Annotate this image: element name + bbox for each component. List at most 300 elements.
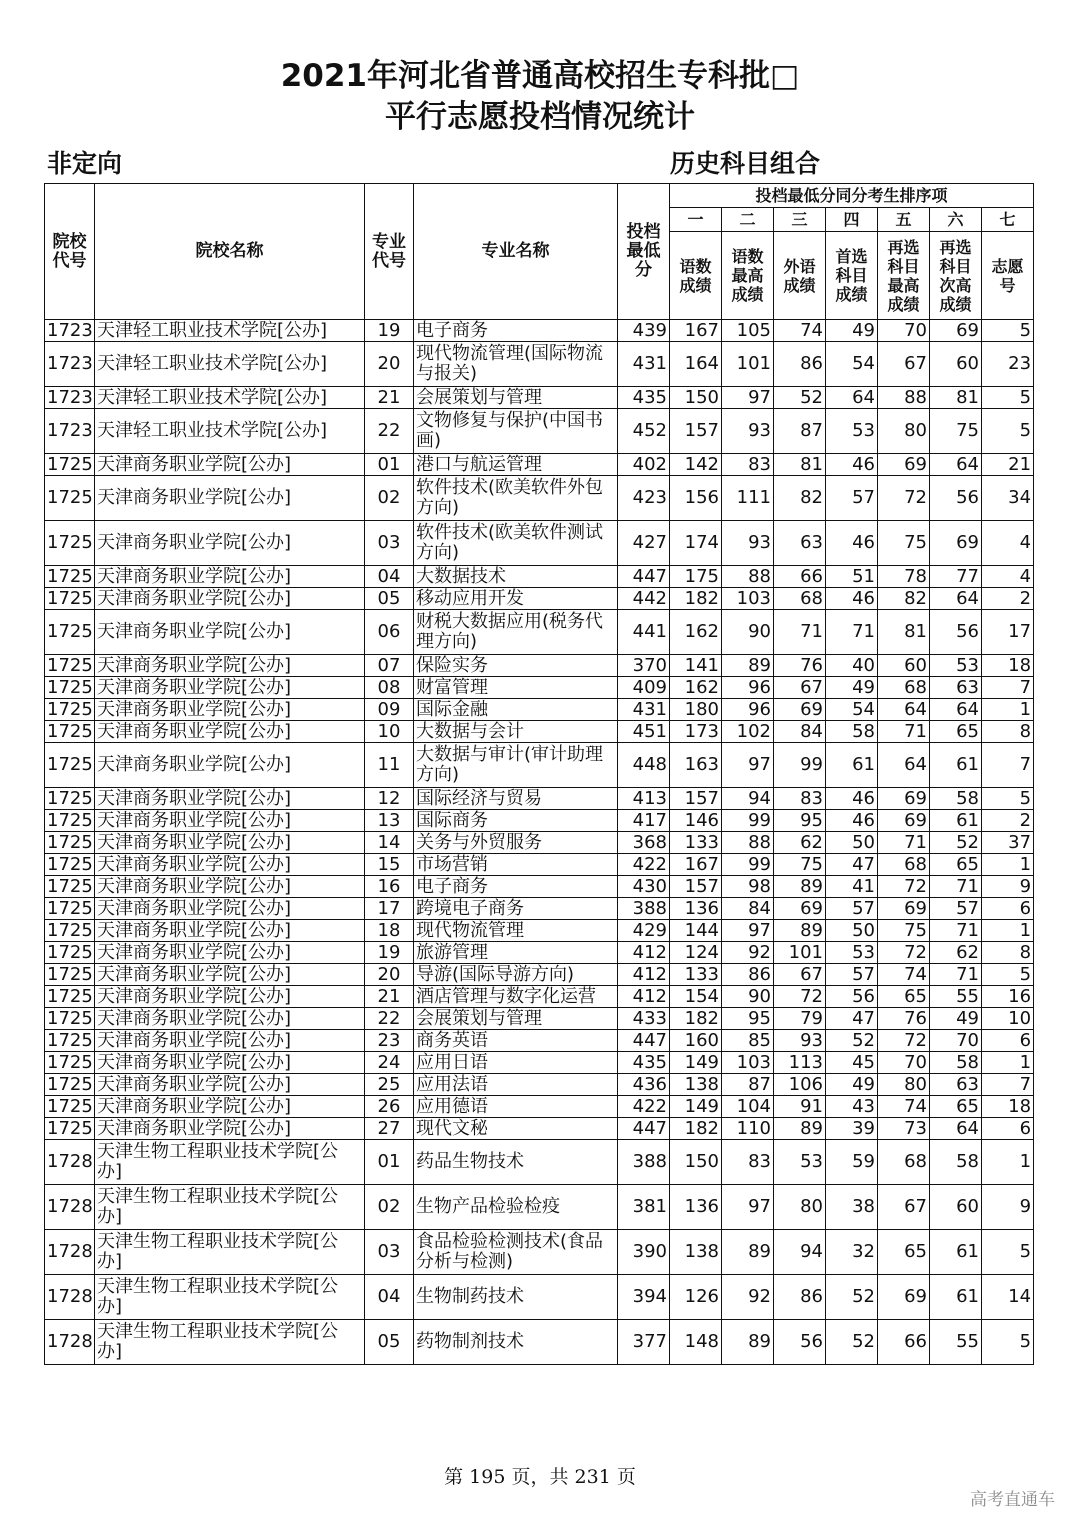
- major-code-cell: 10: [365, 721, 414, 743]
- rank6-cell: 65: [930, 721, 982, 743]
- major-code-cell: 21: [365, 986, 414, 1008]
- major-code-cell: 26: [365, 1096, 414, 1118]
- header-rank-item: 志愿号: [982, 232, 1034, 320]
- min-score-cell: 388: [618, 898, 670, 920]
- rank4-cell: 43: [826, 1096, 878, 1118]
- rank7-cell: 8: [982, 942, 1034, 964]
- major-name-cell: 国际金融: [414, 699, 618, 721]
- rank7-cell: 14: [982, 1275, 1034, 1320]
- school-name-cell: 天津商务职业学院[公办]: [95, 854, 365, 876]
- rank1-cell: 148: [670, 1320, 722, 1365]
- rank7-cell: 5: [982, 320, 1034, 342]
- rank4-cell: 50: [826, 920, 878, 942]
- rank6-cell: 70: [930, 1030, 982, 1052]
- table-row: [45, 387, 1034, 409]
- rank2-cell: 92: [722, 1275, 774, 1320]
- school-name-cell: 天津商务职业学院[公办]: [95, 743, 365, 788]
- rank4-cell: 47: [826, 1008, 878, 1030]
- school-name-cell: 天津生物工程职业技术学院[公办]: [95, 1320, 365, 1365]
- major-name-cell: 生物制药技术: [414, 1275, 618, 1320]
- rank4-cell: 47: [826, 854, 878, 876]
- school-code-cell: 1725: [45, 1074, 95, 1096]
- rank1-cell: 174: [670, 521, 722, 566]
- rank7-cell: 34: [982, 476, 1034, 521]
- rank2-cell: 87: [722, 1074, 774, 1096]
- rank7-cell: 23: [982, 342, 1034, 387]
- rank1-cell: 136: [670, 898, 722, 920]
- rank7-cell: 21: [982, 454, 1034, 476]
- rank6-cell: 56: [930, 476, 982, 521]
- school-name-cell: 天津轻工职业技术学院[公办]: [95, 387, 365, 409]
- major-code-cell: 25: [365, 1074, 414, 1096]
- page-title-line2: 平行志愿投档情况统计: [385, 99, 695, 135]
- major-code-cell: 23: [365, 1030, 414, 1052]
- rank3-cell: 52: [774, 387, 826, 409]
- header-rank-number: 一: [670, 208, 722, 232]
- school-code-cell: 1725: [45, 566, 95, 588]
- rank5-cell: 88: [878, 387, 930, 409]
- rank7-cell: 6: [982, 1030, 1034, 1052]
- header-rank-number: 七: [982, 208, 1034, 232]
- rank3-cell: 69: [774, 898, 826, 920]
- table-row: [45, 1096, 1034, 1118]
- rank2-cell: 110: [722, 1118, 774, 1140]
- school-name-cell: 天津商务职业学院[公办]: [95, 610, 365, 655]
- rank2-cell: 111: [722, 476, 774, 521]
- rank2-cell: 99: [722, 854, 774, 876]
- rank5-cell: 64: [878, 743, 930, 788]
- major-name-cell: 跨境电子商务: [414, 898, 618, 920]
- min-score-cell: 427: [618, 521, 670, 566]
- rank5-cell: 75: [878, 521, 930, 566]
- school-code-cell: 1725: [45, 964, 95, 986]
- table-row: [45, 1185, 1034, 1230]
- rank6-cell: 64: [930, 454, 982, 476]
- major-code-cell: 21: [365, 387, 414, 409]
- school-code-cell: 1725: [45, 743, 95, 788]
- school-code-cell: 1725: [45, 476, 95, 521]
- rank4-cell: 49: [826, 320, 878, 342]
- major-code-cell: 20: [365, 342, 414, 387]
- table-row: [45, 942, 1034, 964]
- rank4-cell: 54: [826, 342, 878, 387]
- rank6-cell: 81: [930, 387, 982, 409]
- rank3-cell: 99: [774, 743, 826, 788]
- rank4-cell: 64: [826, 387, 878, 409]
- rank5-cell: 69: [878, 898, 930, 920]
- major-name-cell: 应用法语: [414, 1074, 618, 1096]
- rank5-cell: 76: [878, 1008, 930, 1030]
- table-row: [45, 876, 1034, 898]
- rank4-cell: 57: [826, 964, 878, 986]
- school-name-cell: 天津商务职业学院[公办]: [95, 1008, 365, 1030]
- table-row: [45, 964, 1034, 986]
- school-code-cell: 1725: [45, 876, 95, 898]
- rank4-cell: 46: [826, 521, 878, 566]
- major-name-cell: 国际经济与贸易: [414, 788, 618, 810]
- rank1-cell: 162: [670, 677, 722, 699]
- table-row: [45, 832, 1034, 854]
- rank2-cell: 98: [722, 876, 774, 898]
- school-code-cell: 1725: [45, 898, 95, 920]
- table-row: [45, 1320, 1034, 1365]
- school-name-cell: 天津商务职业学院[公办]: [95, 1096, 365, 1118]
- rank7-cell: 5: [982, 788, 1034, 810]
- header-rank-number: 四: [826, 208, 878, 232]
- rank2-cell: 101: [722, 342, 774, 387]
- major-code-cell: 05: [365, 588, 414, 610]
- header-rank-item: 首选科目成绩: [826, 232, 878, 320]
- min-score-cell: 409: [618, 677, 670, 699]
- major-name-cell: 会展策划与管理: [414, 387, 618, 409]
- school-code-cell: 1723: [45, 409, 95, 454]
- school-code-cell: 1725: [45, 810, 95, 832]
- rank3-cell: 63: [774, 521, 826, 566]
- rank7-cell: 7: [982, 1074, 1034, 1096]
- rank2-cell: 93: [722, 409, 774, 454]
- rank7-cell: 9: [982, 876, 1034, 898]
- min-score-cell: 452: [618, 409, 670, 454]
- table-row: [45, 810, 1034, 832]
- rank3-cell: 53: [774, 1140, 826, 1185]
- rank2-cell: 90: [722, 986, 774, 1008]
- rank7-cell: 1: [982, 699, 1034, 721]
- rank7-cell: 7: [982, 743, 1034, 788]
- rank2-cell: 97: [722, 920, 774, 942]
- rank3-cell: 72: [774, 986, 826, 1008]
- major-code-cell: 06: [365, 610, 414, 655]
- school-name-cell: 天津商务职业学院[公办]: [95, 721, 365, 743]
- rank5-cell: 69: [878, 1275, 930, 1320]
- min-score-cell: 368: [618, 832, 670, 854]
- table-row: [45, 566, 1034, 588]
- rank6-cell: 55: [930, 1320, 982, 1365]
- rank2-cell: 89: [722, 1230, 774, 1275]
- rank4-cell: 61: [826, 743, 878, 788]
- min-score-cell: 442: [618, 588, 670, 610]
- rank2-cell: 93: [722, 521, 774, 566]
- rank2-cell: 96: [722, 677, 774, 699]
- header-major-code: 专业代号: [365, 184, 414, 320]
- rank5-cell: 65: [878, 1230, 930, 1275]
- rank1-cell: 144: [670, 920, 722, 942]
- school-name-cell: 天津商务职业学院[公办]: [95, 964, 365, 986]
- major-code-cell: 03: [365, 521, 414, 566]
- table-row: [45, 1275, 1034, 1320]
- rank6-cell: 58: [930, 1140, 982, 1185]
- watermark: 高考直通车: [970, 1490, 1055, 1510]
- header-rank-number: 三: [774, 208, 826, 232]
- school-code-cell: 1725: [45, 1118, 95, 1140]
- rank6-cell: 49: [930, 1008, 982, 1030]
- school-code-cell: 1728: [45, 1140, 95, 1185]
- table-row: [45, 610, 1034, 655]
- rank1-cell: 156: [670, 476, 722, 521]
- rank6-cell: 65: [930, 854, 982, 876]
- major-code-cell: 04: [365, 566, 414, 588]
- rank2-cell: 95: [722, 1008, 774, 1030]
- min-score-cell: 448: [618, 743, 670, 788]
- rank1-cell: 182: [670, 1118, 722, 1140]
- table-row: [45, 743, 1034, 788]
- rank5-cell: 65: [878, 986, 930, 1008]
- major-name-cell: 现代文秘: [414, 1118, 618, 1140]
- rank2-cell: 89: [722, 1320, 774, 1365]
- table-row: [45, 342, 1034, 387]
- rank1-cell: 149: [670, 1052, 722, 1074]
- major-code-cell: 01: [365, 454, 414, 476]
- min-score-cell: 394: [618, 1275, 670, 1320]
- school-name-cell: 天津商务职业学院[公办]: [95, 588, 365, 610]
- min-score-cell: 429: [618, 920, 670, 942]
- subtitle-plan-type: 非定向: [47, 149, 123, 178]
- table-row: [45, 1140, 1034, 1185]
- table-row: [45, 1074, 1034, 1096]
- major-code-cell: 12: [365, 788, 414, 810]
- rank2-cell: 84: [722, 898, 774, 920]
- rank1-cell: 124: [670, 942, 722, 964]
- school-name-cell: 天津商务职业学院[公办]: [95, 521, 365, 566]
- rank4-cell: 71: [826, 610, 878, 655]
- school-name-cell: 天津生物工程职业技术学院[公办]: [95, 1275, 365, 1320]
- rank3-cell: 89: [774, 876, 826, 898]
- rank2-cell: 85: [722, 1030, 774, 1052]
- rank2-cell: 90: [722, 610, 774, 655]
- rank4-cell: 53: [826, 409, 878, 454]
- major-name-cell: 酒店管理与数字化运营: [414, 986, 618, 1008]
- min-score-cell: 388: [618, 1140, 670, 1185]
- school-name-cell: 天津商务职业学院[公办]: [95, 788, 365, 810]
- rank7-cell: 4: [982, 521, 1034, 566]
- rank5-cell: 72: [878, 876, 930, 898]
- major-name-cell: 现代物流管理: [414, 920, 618, 942]
- subtitle-subject-group: 历史科目组合: [670, 149, 821, 178]
- rank3-cell: 74: [774, 320, 826, 342]
- school-name-cell: 天津商务职业学院[公办]: [95, 677, 365, 699]
- major-name-cell: 药品生物技术: [414, 1140, 618, 1185]
- rank7-cell: 4: [982, 566, 1034, 588]
- rank2-cell: 83: [722, 1140, 774, 1185]
- rank3-cell: 68: [774, 588, 826, 610]
- table-row: [45, 677, 1034, 699]
- table-row: [45, 320, 1034, 342]
- rank3-cell: 79: [774, 1008, 826, 1030]
- school-code-cell: 1725: [45, 610, 95, 655]
- rank3-cell: 80: [774, 1185, 826, 1230]
- rank7-cell: 17: [982, 610, 1034, 655]
- school-code-cell: 1725: [45, 699, 95, 721]
- school-name-cell: 天津生物工程职业技术学院[公办]: [95, 1140, 365, 1185]
- rank1-cell: 180: [670, 699, 722, 721]
- rank1-cell: 167: [670, 854, 722, 876]
- rank3-cell: 76: [774, 655, 826, 677]
- rank6-cell: 69: [930, 320, 982, 342]
- rank7-cell: 2: [982, 810, 1034, 832]
- rank1-cell: 138: [670, 1230, 722, 1275]
- rank5-cell: 71: [878, 721, 930, 743]
- school-code-cell: 1725: [45, 1052, 95, 1074]
- major-code-cell: 13: [365, 810, 414, 832]
- min-score-cell: 447: [618, 1118, 670, 1140]
- school-code-cell: 1725: [45, 854, 95, 876]
- rank5-cell: 69: [878, 788, 930, 810]
- major-code-cell: 02: [365, 476, 414, 521]
- header-school-name: 院校名称: [95, 184, 365, 320]
- rank5-cell: 66: [878, 1320, 930, 1365]
- rank2-cell: 96: [722, 699, 774, 721]
- major-name-cell: 关务与外贸服务: [414, 832, 618, 854]
- rank6-cell: 71: [930, 964, 982, 986]
- rank6-cell: 53: [930, 655, 982, 677]
- major-name-cell: 应用日语: [414, 1052, 618, 1074]
- rank5-cell: 74: [878, 1096, 930, 1118]
- rank1-cell: 157: [670, 876, 722, 898]
- rank7-cell: 5: [982, 409, 1034, 454]
- rank6-cell: 64: [930, 1118, 982, 1140]
- rank7-cell: 6: [982, 1118, 1034, 1140]
- major-name-cell: 国际商务: [414, 810, 618, 832]
- rank3-cell: 106: [774, 1074, 826, 1096]
- rank1-cell: 142: [670, 454, 722, 476]
- major-code-cell: 11: [365, 743, 414, 788]
- rank6-cell: 63: [930, 1074, 982, 1096]
- rank5-cell: 72: [878, 1030, 930, 1052]
- major-code-cell: 07: [365, 655, 414, 677]
- rank5-cell: 72: [878, 942, 930, 964]
- rank5-cell: 67: [878, 342, 930, 387]
- rank7-cell: 5: [982, 964, 1034, 986]
- rank7-cell: 37: [982, 832, 1034, 854]
- school-code-cell: 1725: [45, 942, 95, 964]
- rank4-cell: 49: [826, 1074, 878, 1096]
- school-code-cell: 1725: [45, 1096, 95, 1118]
- school-name-cell: 天津商务职业学院[公办]: [95, 454, 365, 476]
- school-code-cell: 1728: [45, 1320, 95, 1365]
- rank6-cell: 60: [930, 342, 982, 387]
- rank5-cell: 82: [878, 588, 930, 610]
- rank4-cell: 59: [826, 1140, 878, 1185]
- min-score-cell: 422: [618, 854, 670, 876]
- school-code-cell: 1725: [45, 521, 95, 566]
- major-name-cell: 生物产品检验检疫: [414, 1185, 618, 1230]
- rank2-cell: 97: [722, 743, 774, 788]
- min-score-cell: 423: [618, 476, 670, 521]
- table-row: [45, 898, 1034, 920]
- school-code-cell: 1723: [45, 320, 95, 342]
- school-code-cell: 1728: [45, 1275, 95, 1320]
- rank6-cell: 63: [930, 677, 982, 699]
- admission-table: [44, 183, 1034, 1365]
- rank5-cell: 72: [878, 476, 930, 521]
- rank4-cell: 51: [826, 566, 878, 588]
- rank1-cell: 133: [670, 832, 722, 854]
- rank1-cell: 160: [670, 1030, 722, 1052]
- header-rank-item: 再选科目次高成绩: [930, 232, 982, 320]
- rank3-cell: 89: [774, 1118, 826, 1140]
- rank4-cell: 49: [826, 677, 878, 699]
- table-row: [45, 1230, 1034, 1275]
- rank5-cell: 60: [878, 655, 930, 677]
- school-name-cell: 天津商务职业学院[公办]: [95, 898, 365, 920]
- major-code-cell: 19: [365, 942, 414, 964]
- rank2-cell: 99: [722, 810, 774, 832]
- major-name-cell: 移动应用开发: [414, 588, 618, 610]
- rank3-cell: 67: [774, 964, 826, 986]
- rank6-cell: 71: [930, 876, 982, 898]
- rank1-cell: 149: [670, 1096, 722, 1118]
- major-name-cell: 文物修复与保护(中国书画): [414, 409, 618, 454]
- rank5-cell: 80: [878, 409, 930, 454]
- school-code-cell: 1725: [45, 1030, 95, 1052]
- school-code-cell: 1725: [45, 920, 95, 942]
- min-score-cell: 435: [618, 387, 670, 409]
- table-row: [45, 454, 1034, 476]
- school-name-cell: 天津商务职业学院[公办]: [95, 810, 365, 832]
- school-name-cell: 天津商务职业学院[公办]: [95, 655, 365, 677]
- major-code-cell: 09: [365, 699, 414, 721]
- table-row: [45, 986, 1034, 1008]
- rank3-cell: 81: [774, 454, 826, 476]
- header-rank-number: 五: [878, 208, 930, 232]
- rank7-cell: 9: [982, 1185, 1034, 1230]
- rank7-cell: 6: [982, 898, 1034, 920]
- major-name-cell: 保险实务: [414, 655, 618, 677]
- school-code-cell: 1725: [45, 788, 95, 810]
- rank6-cell: 57: [930, 898, 982, 920]
- rank1-cell: 133: [670, 964, 722, 986]
- rank6-cell: 61: [930, 810, 982, 832]
- rank3-cell: 93: [774, 1030, 826, 1052]
- school-name-cell: 天津商务职业学院[公办]: [95, 942, 365, 964]
- rank3-cell: 67: [774, 677, 826, 699]
- rank7-cell: 7: [982, 677, 1034, 699]
- min-score-cell: 412: [618, 942, 670, 964]
- school-name-cell: 天津商务职业学院[公办]: [95, 476, 365, 521]
- school-code-cell: 1725: [45, 677, 95, 699]
- school-name-cell: 天津商务职业学院[公办]: [95, 832, 365, 854]
- rank6-cell: 77: [930, 566, 982, 588]
- rank2-cell: 92: [722, 942, 774, 964]
- rank1-cell: 150: [670, 1140, 722, 1185]
- major-name-cell: 软件技术(欧美软件测试方向): [414, 521, 618, 566]
- rank6-cell: 61: [930, 1230, 982, 1275]
- school-name-cell: 天津商务职业学院[公办]: [95, 699, 365, 721]
- major-code-cell: 15: [365, 854, 414, 876]
- major-code-cell: 17: [365, 898, 414, 920]
- min-score-cell: 431: [618, 342, 670, 387]
- table-row: [45, 854, 1034, 876]
- table-row: [45, 920, 1034, 942]
- major-name-cell: 商务英语: [414, 1030, 618, 1052]
- header-rank-item: 外语成绩: [774, 232, 826, 320]
- rank4-cell: 52: [826, 1320, 878, 1365]
- rank6-cell: 60: [930, 1185, 982, 1230]
- rank2-cell: 103: [722, 1052, 774, 1074]
- rank6-cell: 62: [930, 942, 982, 964]
- rank2-cell: 94: [722, 788, 774, 810]
- rank6-cell: 64: [930, 588, 982, 610]
- min-score-cell: 412: [618, 964, 670, 986]
- major-name-cell: 应用德语: [414, 1096, 618, 1118]
- rank3-cell: 62: [774, 832, 826, 854]
- school-code-cell: 1723: [45, 342, 95, 387]
- rank4-cell: 46: [826, 588, 878, 610]
- rank2-cell: 97: [722, 387, 774, 409]
- table-row: [45, 788, 1034, 810]
- rank2-cell: 89: [722, 655, 774, 677]
- major-name-cell: 大数据技术: [414, 566, 618, 588]
- rank7-cell: 1: [982, 1140, 1034, 1185]
